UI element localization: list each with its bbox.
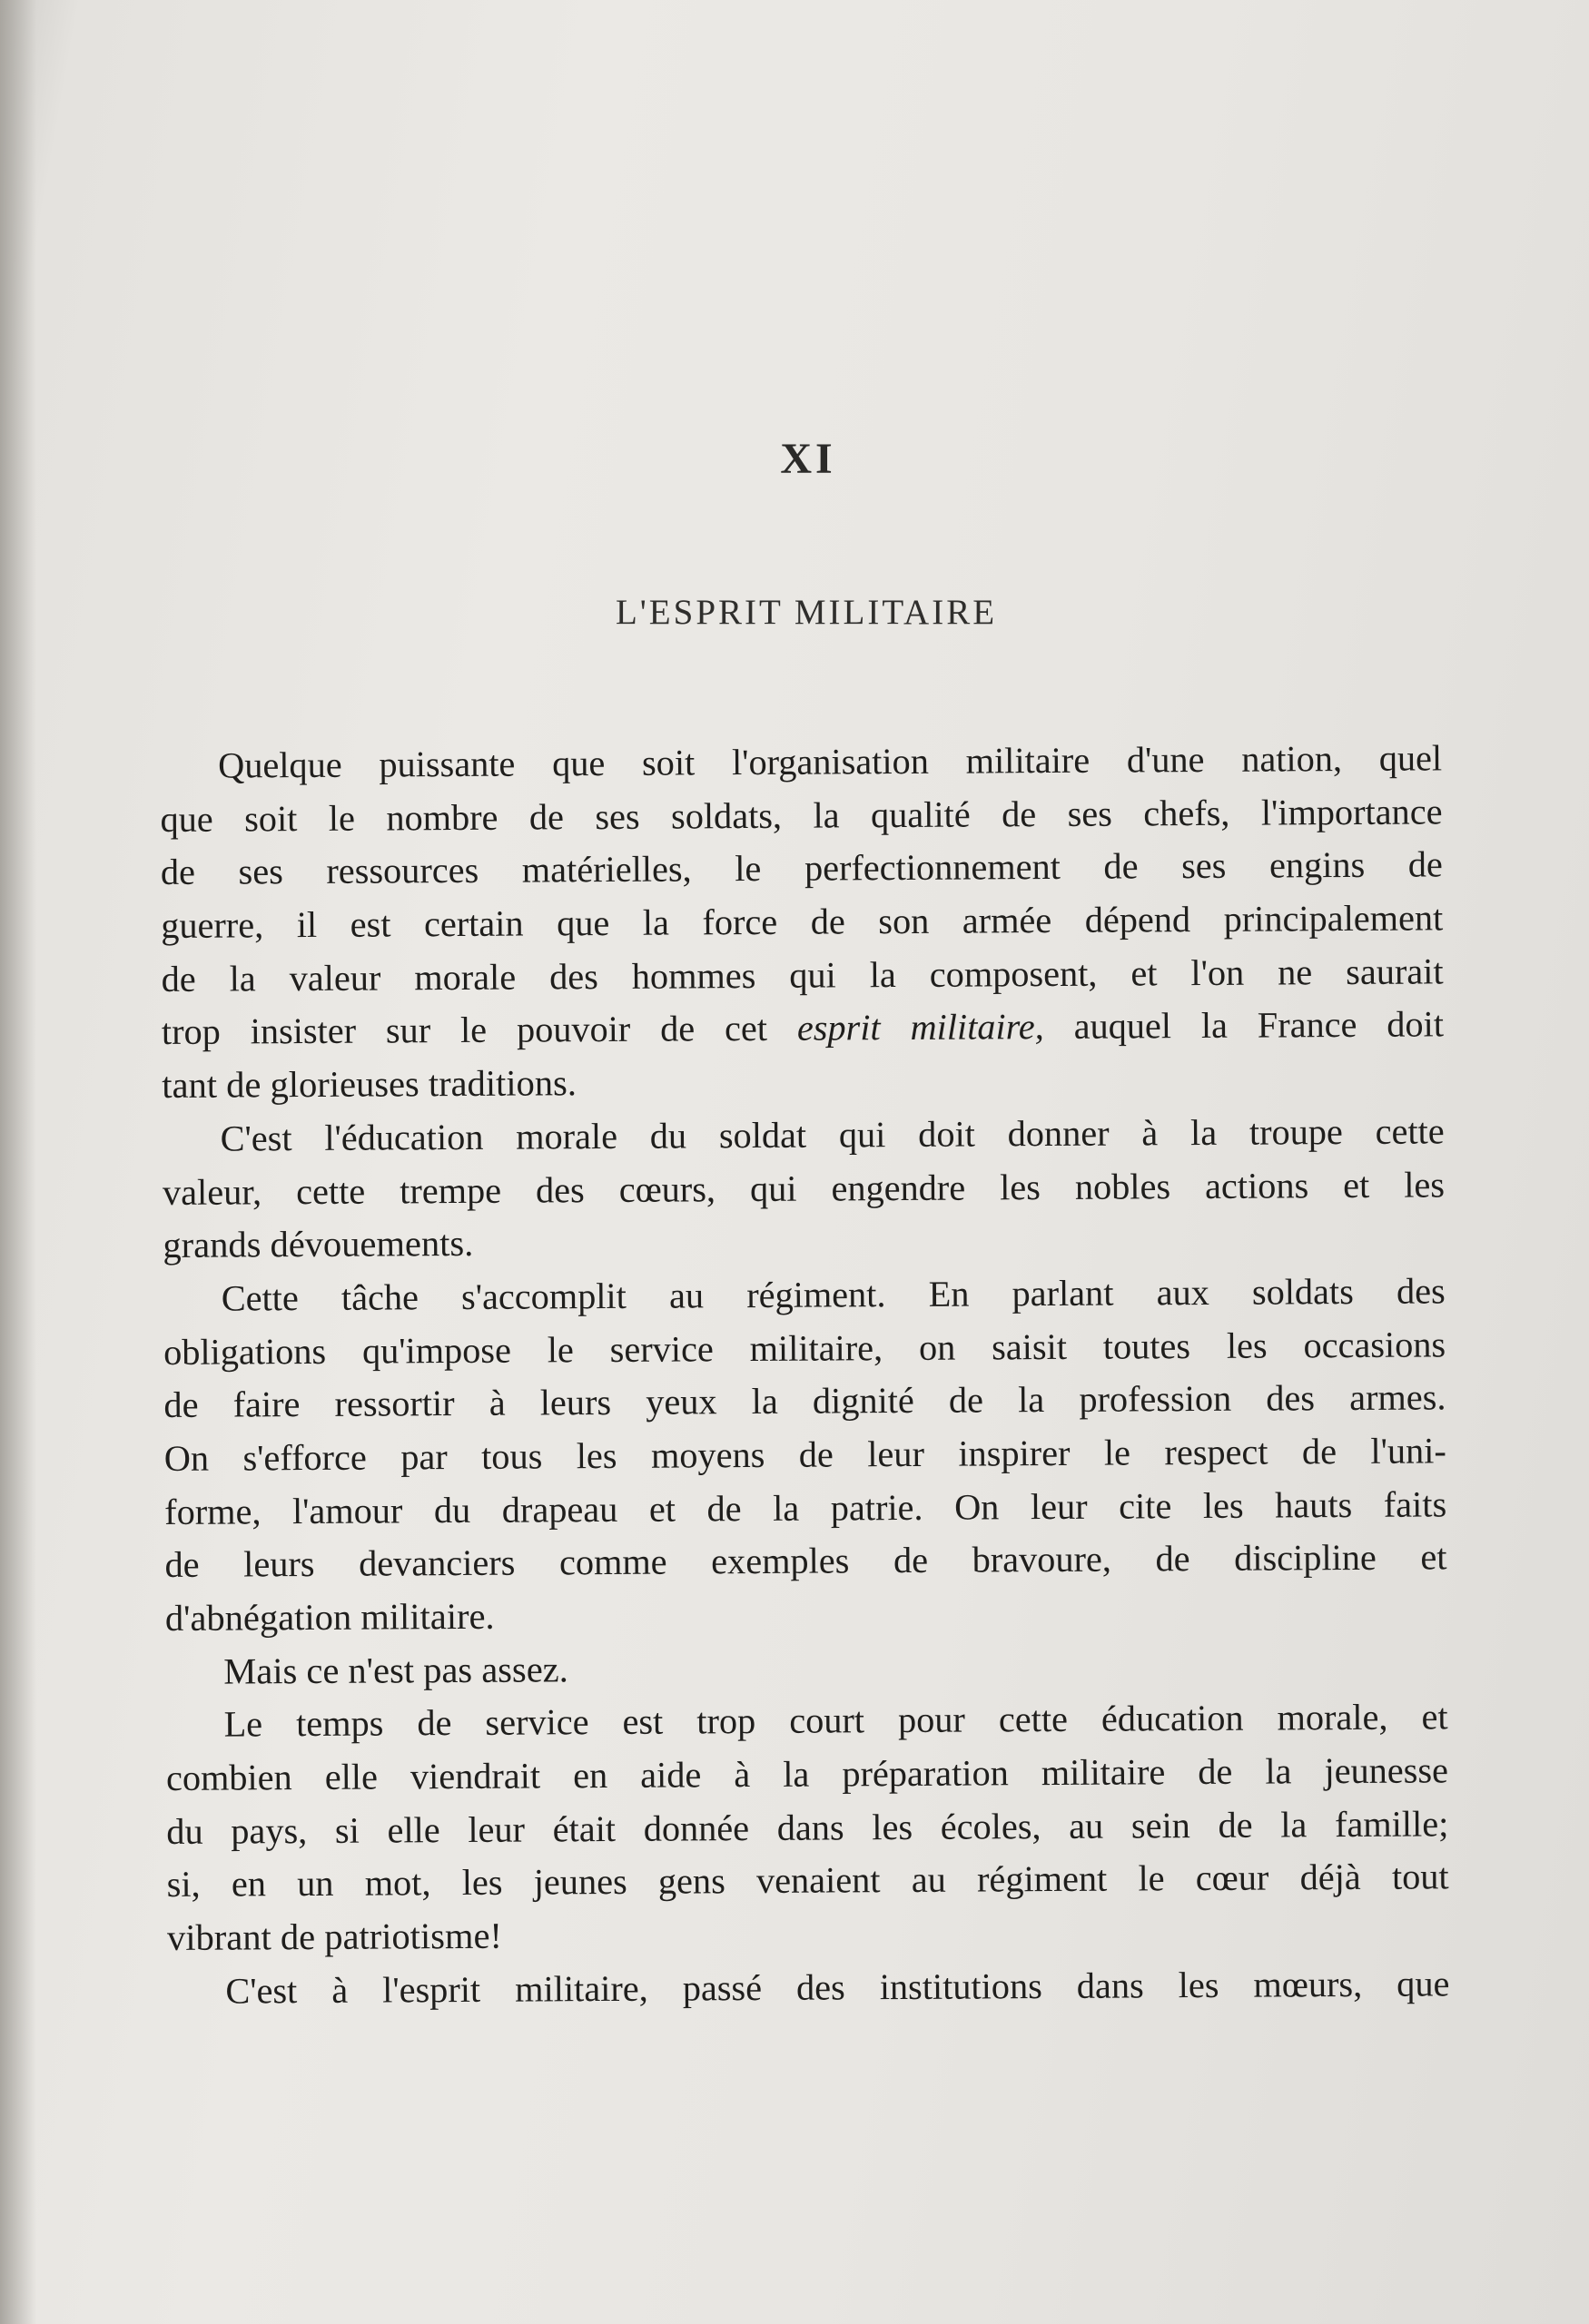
chapter-number: XI (780, 435, 836, 483)
text-line-content: obligations qu'impose le service militaire, on saisit toutes les occasions (163, 1323, 1446, 1373)
text-line (163, 1372, 1446, 1433)
italic-phrase: esprit militaire, (796, 1006, 1044, 1049)
text-line-content: Cette tâche s'accomplit au régiment. En parlant aux soldats des (221, 1270, 1446, 1319)
text-line-content: trop insister sur le pouvoir de cet (161, 1008, 798, 1053)
text-line-content: valeur, cette trempe des cœurs, qui engendre les nobles actions et les (162, 1163, 1446, 1213)
text-line (167, 1851, 1449, 1912)
text-line-content: C'est à l'esprit militaire, passé des institutions dans les mœurs, que (225, 1963, 1450, 2012)
text-line (166, 1744, 1448, 1805)
text-line (167, 1957, 1449, 2018)
text-line (162, 999, 1444, 1059)
text-line-content: auquel la France doit (1043, 1003, 1445, 1048)
text-line-content: du pays, si elle leur était donnée dans les écoles, au sein de la famille; (166, 1803, 1449, 1852)
text-line-content: de ses ressources matérielles, le perfectionnement de ses engins de (160, 843, 1444, 893)
text-line-content: Quelque puissante que soit l'organisation militaire d'une nation, quel (218, 737, 1443, 786)
text-line (163, 1158, 1445, 1219)
page-gutter-shadow (0, 0, 36, 2324)
text-line (163, 1318, 1446, 1379)
text-line-content: vibrant de patriotisme! (166, 1915, 503, 1959)
text-line-content: d'abnégation militaire. (164, 1595, 495, 1639)
text-line (164, 1478, 1446, 1539)
text-line (160, 732, 1442, 793)
text-line (163, 1212, 1445, 1273)
text-line (166, 1797, 1448, 1858)
text-line-content: guerre, il est certain que la force de son armée dépend principalement (161, 897, 1444, 947)
text-line-content: que soit le nombre de ses soldats, la qualité de ses chefs, l'importance (160, 791, 1443, 840)
text-line (163, 1105, 1445, 1166)
text-line-content: combien elle viendrait en aide à la préparation militaire de la jeunesse (165, 1749, 1449, 1799)
text-line-content: de faire ressortir à leurs yeux la dignité de la profession des armes. (163, 1376, 1446, 1426)
text-line (165, 1584, 1447, 1645)
text-line-content: si, en un mot, les jeunes gens venaient au régiment le cœur déjà tout (166, 1856, 1449, 1905)
text-line-content: de leurs devanciers comme exemples de bravoure, de discipline et (164, 1536, 1447, 1586)
text-line-content: de la valeur morale des hommes qui la composent, et l'on ne saurait (161, 950, 1444, 1000)
text-line (160, 785, 1442, 846)
text-line (161, 839, 1443, 900)
text-line-content: tant de glorieuses traditions. (162, 1062, 577, 1107)
text-line (165, 1691, 1447, 1752)
text-line (165, 1638, 1447, 1699)
text-line-content: On s'efforce par tous les moyens de leur inspirer le respect de l'uni- (163, 1430, 1446, 1479)
text-line (164, 1424, 1446, 1485)
text-line (167, 1904, 1449, 1965)
text-line (164, 1531, 1446, 1592)
text-line-content: grands dévouements. (163, 1223, 474, 1266)
text-line-content: C'est l'éducation morale du soldat qui doit donner à la troupe cette (220, 1110, 1445, 1159)
text-line-content: Le temps de service est trop court pour cette éducation morale, et (223, 1696, 1448, 1745)
text-line (162, 1051, 1444, 1112)
chapter-body-text (160, 732, 1450, 2018)
chapter-title: L'ESPRIT MILITAIRE (615, 593, 998, 632)
text-line (161, 945, 1443, 1006)
text-line (163, 1265, 1446, 1325)
text-line (161, 891, 1443, 952)
text-line-content: forme, l'amour du drapeau et de la patrie. On leur cite les hauts faits (164, 1482, 1447, 1532)
text-line-content: Mais ce n'est pas assez. (223, 1648, 568, 1692)
